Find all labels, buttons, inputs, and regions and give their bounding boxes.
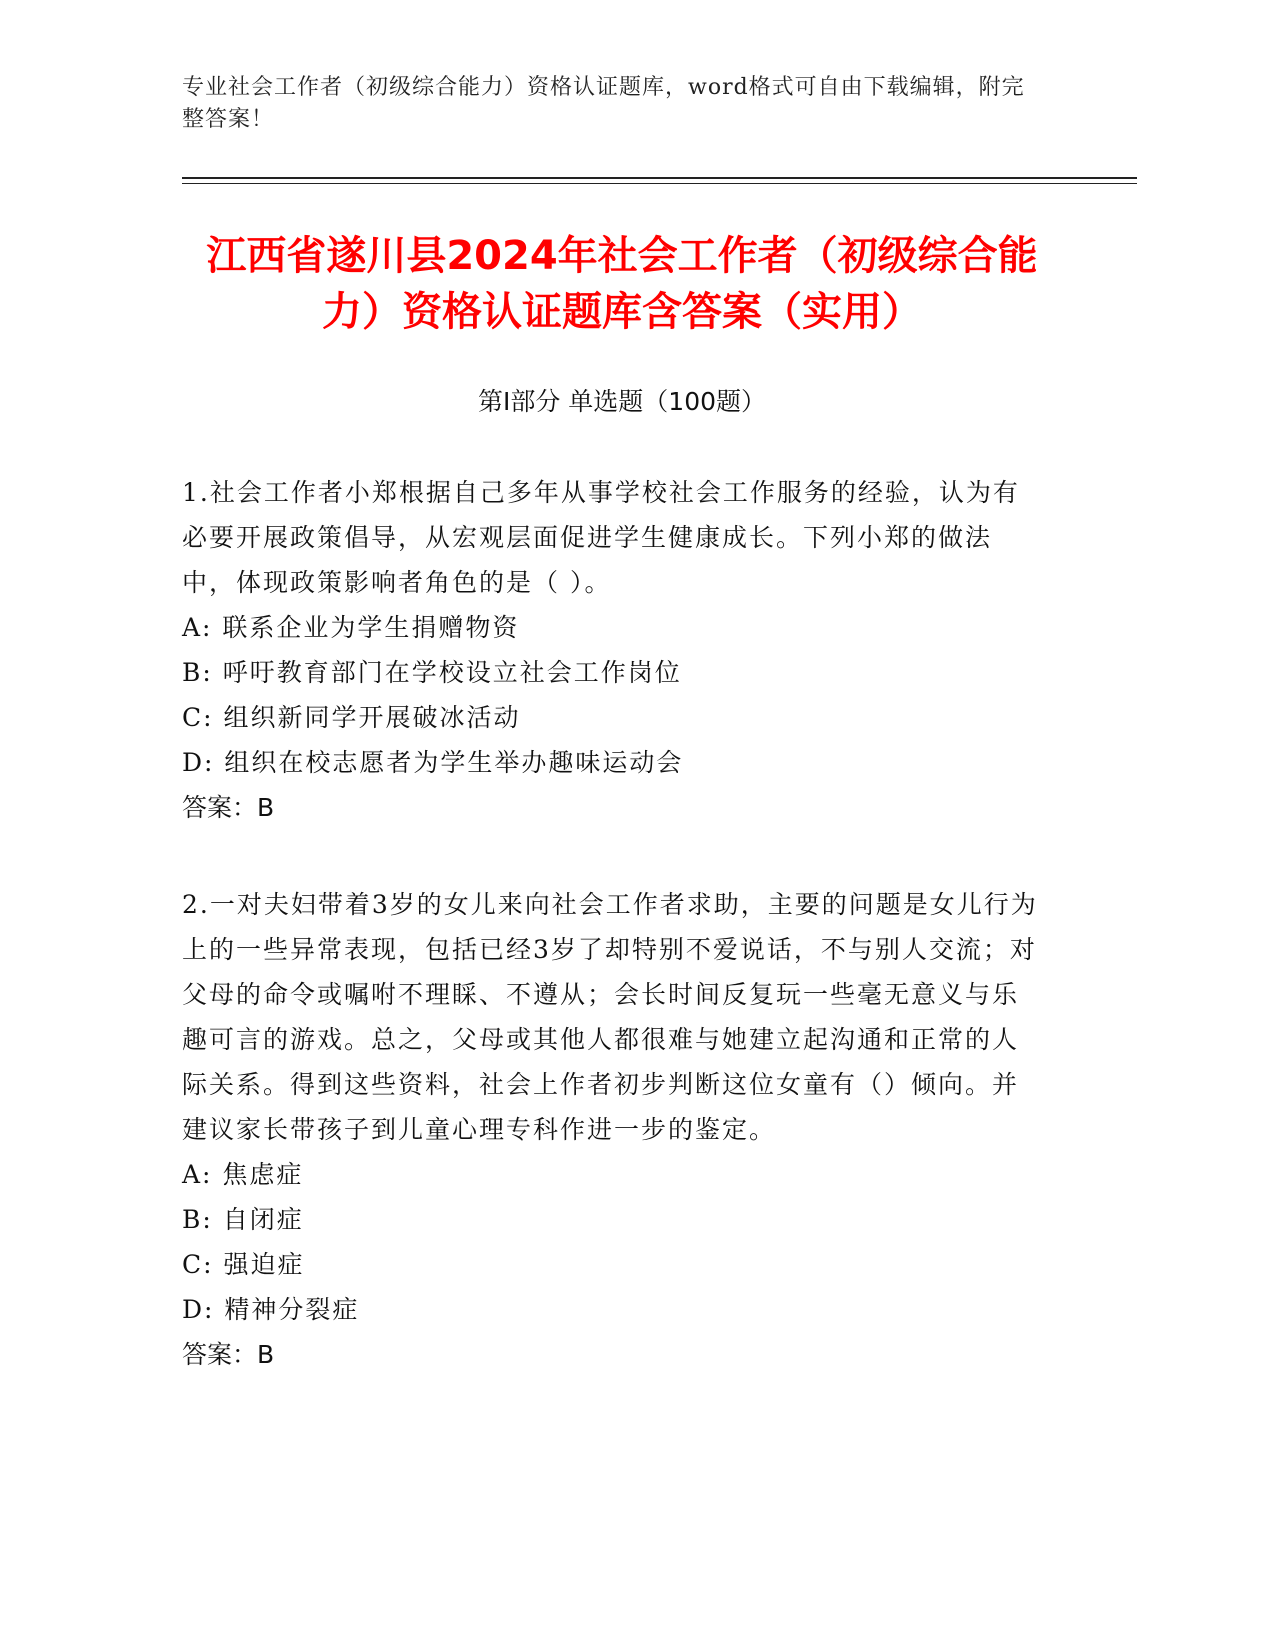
header-divider-thick [182, 177, 1137, 179]
question-stem: 1.社会工作者小郑根据自己多年从事学校社会工作服务的经验，认为有必要开展政策倡导，从宏观层面促进学生健康成长。下列小郑的做法中，体现政策影响者角色的是（ ）。 [182, 478, 1020, 597]
option-b: B: 自闭症 [182, 1205, 304, 1234]
option-c: C: 强迫症 [182, 1250, 305, 1279]
option-d: D: 组织在校志愿者为学生举办趣味运动会 [182, 748, 684, 777]
question-2 [182, 882, 1042, 1377]
document-title: 江西省遂川县2024年社会工作者（初级综合能力）资格认证题库含答案（实用） [206, 233, 1038, 335]
question-stem: 2.一对夫妇带着3岁的女儿来向社会工作者求助，主要的问题是女儿行为上的一些异常表现，包括已经3岁了却特别不爱说话，不与别人交流；对父母的命令或嘱咐不理睬、不遵从；会长时间反复玩一些毫无意义与乐趣可言的游戏。总之，父母或其他人都很难与她建立起沟通和正常的人际关系。得到这些资料，社会上作者初步判断这位女童有（）倾向。并建议家长带孩子到儿童心理专科作进一步的鉴定。 [182, 890, 1038, 1144]
option-a: A: 焦虑症 [182, 1160, 304, 1189]
answer-line: 答案：B [182, 1340, 275, 1369]
answer-line: 答案：B [182, 793, 275, 822]
header-note: 专业社会工作者（初级综合能力）资格认证题库，word格式可自由下载编辑，附完整答案！ [182, 75, 1025, 132]
option-a: A: 联系企业为学生捐赠物资 [182, 613, 520, 642]
option-d: D: 精神分裂症 [182, 1295, 360, 1324]
option-c: C: 组织新同学开展破冰活动 [182, 703, 521, 732]
section-heading: 第I部分 单选题（100题） [477, 387, 767, 416]
question-1 [182, 470, 1042, 830]
option-b: B: 呼吁教育部门在学校设立社会工作岗位 [182, 658, 682, 687]
header-divider-thin [182, 183, 1137, 184]
